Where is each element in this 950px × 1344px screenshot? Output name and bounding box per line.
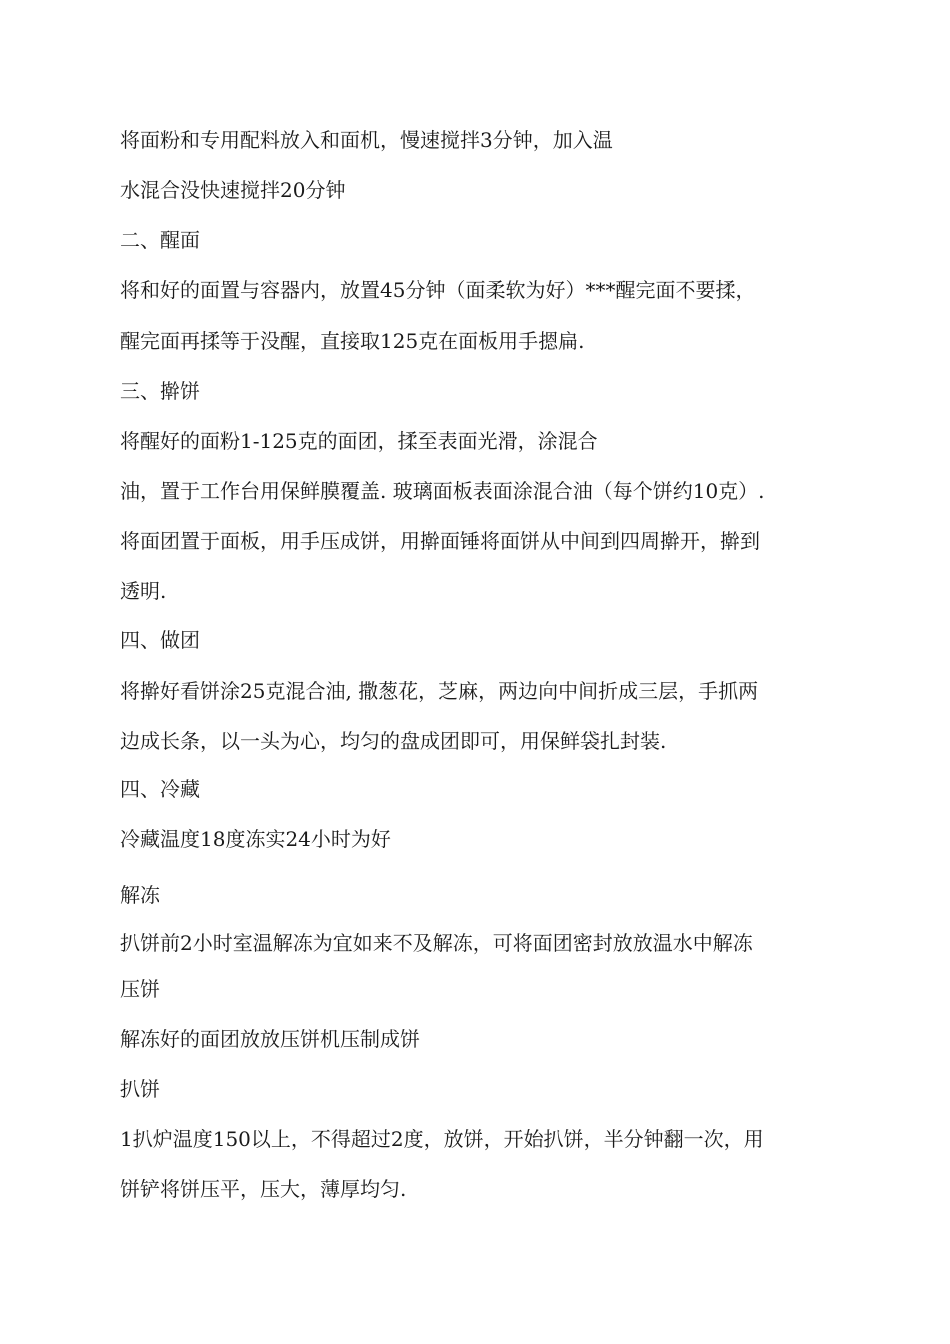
text-line: 将醒好的面粉1-125克的面团，揉至表面光滑，涂混合 (120, 429, 598, 453)
section-heading: 二、醒面 (120, 228, 200, 252)
text-line: 油，置于工作台用保鲜膜覆盖. 玻璃面板表面涂混合油（每个饼约10克）. (120, 479, 765, 503)
section-heading: 四、冷藏 (120, 777, 200, 801)
section-heading: 三、擀饼 (120, 379, 200, 403)
text-line: 将面团置于面板，用手压成饼，用擀面锤将面饼从中间到四周擀开，擀到 (120, 529, 760, 553)
text-line: 饼铲将饼压平，压大，薄厚均匀. (120, 1177, 407, 1201)
section-heading: 压饼 (120, 977, 160, 1001)
section-heading: 扒饼 (120, 1077, 160, 1101)
text-line: 水混合没快速搅拌20分钟 (120, 178, 346, 202)
text-line: 透明. (120, 579, 167, 603)
text-line: 扒饼前2小时室温解冻为宜如来不及解冻，可将面团密封放放温水中解冻 (120, 931, 753, 955)
text-line: 冷藏温度18度冻实24小时为好 (120, 827, 391, 851)
text-line: 将面粉和专用配料放入和面机，慢速搅拌3分钟，加入温 (120, 128, 613, 152)
section-heading: 解冻 (120, 883, 160, 907)
text-line: 解冻好的面团放放压饼机压制成饼 (120, 1027, 420, 1051)
text-line: 1扒炉温度150以上，不得超过2度，放饼，开始扒饼，半分钟翻一次，用 (120, 1127, 764, 1151)
text-line: 边成长条，以一头为心，均匀的盘成团即可，用保鲜袋扎封装. (120, 729, 667, 753)
section-heading: 四、做团 (120, 628, 200, 652)
text-line: 醒完面再揉等于没醒，直接取125克在面板用手摁扁. (120, 329, 585, 353)
text-line: 将擀好看饼涂25克混合油, 撒葱花，芝麻，两边向中间折成三层，手抓两 (120, 679, 759, 703)
text-line: 将和好的面置与容器内，放置45分钟（面柔软为好）***醒完面不要揉， (120, 278, 756, 302)
